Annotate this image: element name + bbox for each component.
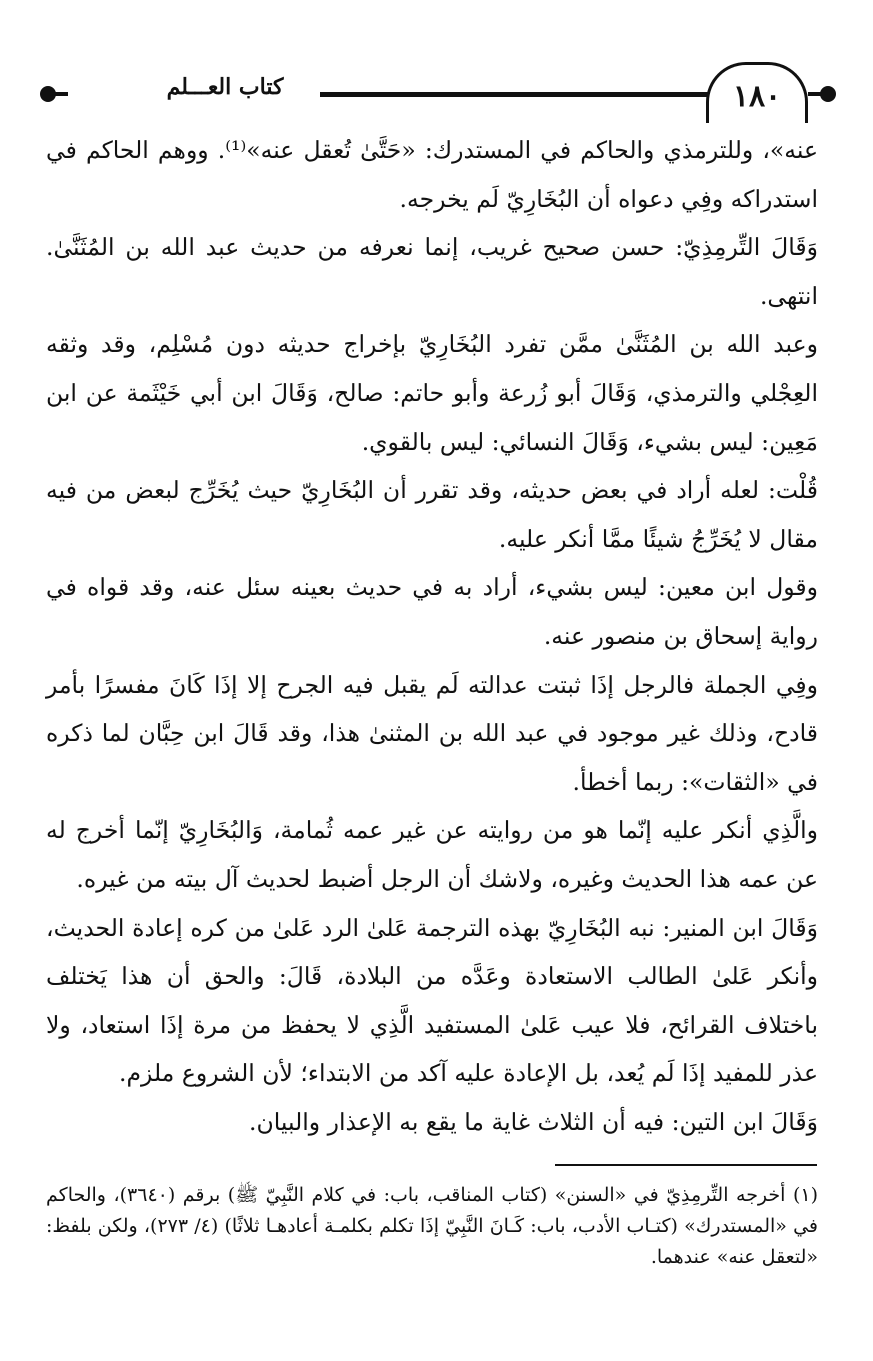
book-title: كتاب العـــلم <box>166 74 284 100</box>
footnote: (١) أخرجه التِّرمِذِيّ في «السنن» (كتاب المناقب، باب: في كلام النَّبِيّ ﷺ) برقم (٣٦٤٠)، والحاكم في «المستدرك» (كتـاب الأدب، باب: كَـانَ النَّبِيّ إذَا تكلم بكلمـة أعادهـا ثلاثًا) (٤/ ٢٧٣)، ولكن بلفظ: «لتعقل عنه» عندهما. <box>46 1184 818 1268</box>
footnote-separator <box>555 1164 817 1166</box>
header-rule <box>320 92 710 97</box>
paragraph: وَقَالَ التِّرمِذِيّ: حسن صحيح غريب، إنما نعرفه من حديث عبد الله بن المُثَنَّىٰ. انتهى. <box>46 233 818 310</box>
footnotes <box>46 1180 818 1273</box>
ornament-dot-right <box>820 86 836 102</box>
paragraph: عنه»، وللترمذي والحاكم في المستدرك: «حَتَّىٰ تُعقل عنه»⁽¹⁾. ووهم الحاكم في استدراكه وفِي دعواه أن البُخَارِيّ لَم يخرجه. <box>46 136 818 213</box>
paragraph: وَقَالَ ابن التين: فيه أن الثلاث غاية ما يقع به الإعذار والبيان. <box>249 1107 818 1136</box>
paragraph: وقول ابن معين: ليس بشيء، أراد به في حديث بعينه سئل عنه، وقد قواه في رواية إسحاق بن منصور عنه. <box>46 573 818 650</box>
paragraph: وفِي الجملة فالرجل إذَا ثبتت عدالته لَم يقبل فيه الجرح إلا إذَا كَانَ مفسرًا بأمر قادح، وذلك غير موجود في عبد الله بن المثنىٰ هذا، وقد قَالَ ابن حِبَّان لما ذكره في «الثقات»: ربما أخطأ. <box>46 670 818 796</box>
paragraph: والَّذِي أنكر عليه إنّما هو من روايته عن غير عمه ثُمامة، وَالبُخَارِيّ إنّما أخرج له عن عمه هذا الحديث وغيره، ولاشك أن الرجل أضبط لحديث آل بيته من غيره. <box>46 816 818 893</box>
paragraph: قُلْت: لعله أراد في بعض حديثه، وقد تقرر أن البُخَارِيّ حيث يُخَرِّج لبعض من فيه مقال لا يُخَرِّجُ شيئًا ممَّا أنكر عليه. <box>46 476 818 553</box>
paragraph: وَقَالَ ابن المنير: نبه البُخَارِيّ بهذه الترجمة عَلىٰ الرد عَلىٰ من كره إعادة الحديث، وأنكر عَلىٰ الطالب الاستعادة وعَدَّه من البلادة، قَالَ: والحق أن هذا يَختلف باختلاف القرائح، فلا عيب عَلىٰ المستفيد الَّذِي لا يحفظ من مرة إذَا استعاد، ولا عذر للمفيد إذَا لَم يُعد، بل الإعادة عليه آكد من الابتداء؛ لأن الشروع ملزم. <box>46 913 818 1088</box>
header-rule-left <box>50 92 68 96</box>
paragraph: وعبد الله بن المُثَنَّىٰ ممَّن تفرد البُخَارِيّ بإخراج حديثه دون مُسْلِم، وقد وثقه العِجْلي والترمذي، وَقَالَ أبو زُرعة وأبو حاتم: صالح، وَقَالَ ابن أبي خَيْثَمة عن ابن مَعِين: ليس بشيء، وَقَالَ النسائي: ليس بالقوي. <box>46 330 818 456</box>
page-number: ١٨٠ <box>706 62 808 123</box>
page-header <box>40 62 830 132</box>
main-text <box>46 126 818 1146</box>
